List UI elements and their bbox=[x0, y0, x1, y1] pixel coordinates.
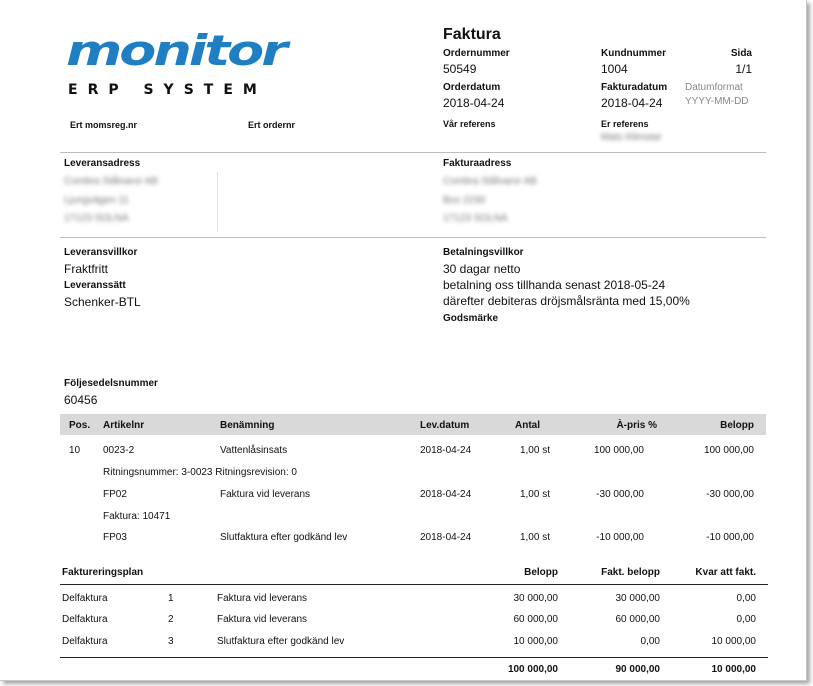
row-1-apris: 100 000,00 bbox=[593, 445, 644, 456]
address-vertical-divider bbox=[217, 172, 218, 232]
plan-row-2-kvar: 0,00 bbox=[736, 614, 756, 625]
col-header-apris: À-pris % bbox=[616, 420, 657, 431]
divider-2 bbox=[60, 237, 766, 238]
betalningsvillkor-line-3: därefter debiteras dröjsmålsränta med 15,00% bbox=[443, 294, 690, 308]
row-1-belopp: 100 000,00 bbox=[703, 445, 754, 456]
fakturadatum-label: Fakturadatum bbox=[601, 82, 668, 93]
col-header-artikelnr: Artikelnr bbox=[103, 420, 145, 431]
var-referens-label: Vår referens bbox=[443, 119, 496, 129]
col-header-levdatum: Lev.datum bbox=[420, 420, 470, 431]
row-2-benamning: Faktura vid leverans bbox=[220, 489, 311, 500]
plan-row-3-belopp: 10 000,00 bbox=[513, 636, 558, 647]
leveranssatt-label: Leveranssätt bbox=[64, 280, 126, 291]
row-2-note: Faktura: 10471 bbox=[103, 511, 171, 522]
sida-value: 1/1 bbox=[735, 62, 752, 76]
row-1-benamning: Vattenlåsinsats bbox=[220, 445, 288, 456]
plan-total-kvar: 10 000,00 bbox=[711, 664, 756, 675]
plan-row-2-belopp: 60 000,00 bbox=[513, 614, 558, 625]
fakturaadress-label: Fakturaadress bbox=[443, 158, 512, 169]
row-2-belopp: -30 000,00 bbox=[706, 489, 754, 500]
leveransvillkor-label: Leveransvillkor bbox=[64, 247, 138, 258]
plan-row-2-nr: 2 bbox=[168, 614, 174, 625]
plan-row-2-fakt: 60 000,00 bbox=[615, 614, 660, 625]
row-3-belopp: -10 000,00 bbox=[706, 532, 754, 543]
faktureringsplan-title: Faktureringsplan bbox=[62, 567, 144, 578]
ordernummer-label: Ordernummer bbox=[443, 48, 510, 59]
momsreg-label: Ert momsreg.nr bbox=[70, 120, 138, 130]
table-header-bar bbox=[60, 414, 766, 435]
ordernummer-value: 50549 bbox=[443, 62, 477, 76]
plan-divider-bottom bbox=[60, 657, 768, 658]
betalningsvillkor-line-1: 30 dagar netto bbox=[443, 262, 521, 276]
plan-divider-top bbox=[60, 584, 768, 585]
plan-row-2-text: Faktura vid leverans bbox=[217, 614, 308, 625]
leveranssatt-value: Schenker-BTL bbox=[64, 295, 141, 309]
plan-header-fakt: Fakt. belopp bbox=[601, 567, 660, 578]
logo-wordmark: monitor bbox=[66, 26, 285, 76]
plan-row-1-kvar: 0,00 bbox=[736, 593, 756, 604]
betalningsvillkor-line-2: betalning oss tillhanda senast 2018-05-24 bbox=[443, 278, 666, 292]
row-2-antal: 1,00 st bbox=[519, 489, 550, 500]
row-1-artikelnr: 0023-2 bbox=[103, 445, 135, 456]
orderdatum-label: Orderdatum bbox=[443, 82, 501, 93]
er-referens-value: Mats Klimstar bbox=[601, 132, 662, 143]
plan-total-fakt: 90 000,00 bbox=[615, 664, 660, 675]
leveransadress-line-2: Ljungvägen 11 bbox=[64, 195, 129, 206]
kundnummer-value: 1004 bbox=[601, 62, 628, 76]
foljesedelsnummer-value: 60456 bbox=[64, 393, 98, 407]
logo-subtitle: ERP SYSTEM bbox=[68, 82, 267, 98]
row-3-antal: 1,00 st bbox=[519, 532, 550, 543]
kundnummer-label: Kundnummer bbox=[601, 48, 666, 59]
plan-row-1-belopp: 30 000,00 bbox=[513, 593, 558, 604]
fakturadatum-value: 2018-04-24 bbox=[601, 96, 663, 110]
fakturaadress-line-2: Box 2230 bbox=[443, 195, 486, 206]
row-2-apris: -30 000,00 bbox=[596, 489, 644, 500]
er-referens-label: Er referens bbox=[601, 119, 649, 129]
plan-header-kvar: Kvar att fakt. bbox=[695, 567, 756, 578]
leveransvillkor-value: Fraktfritt bbox=[64, 262, 108, 276]
betalningsvillkor-label: Betalningsvillkor bbox=[443, 247, 524, 258]
col-header-belopp: Belopp bbox=[720, 420, 754, 431]
invoice-title: Faktura bbox=[443, 26, 501, 43]
row-1-antal: 1,00 st bbox=[519, 445, 550, 456]
plan-row-1-text: Faktura vid leverans bbox=[217, 593, 308, 604]
col-header-benamning: Benämning bbox=[220, 420, 275, 431]
plan-row-1-fakt: 30 000,00 bbox=[615, 593, 660, 604]
fakturaadress-line-3: 17123 SOLNA bbox=[443, 213, 508, 224]
orderdatum-value: 2018-04-24 bbox=[443, 96, 505, 110]
leveransadress-label: Leveransadress bbox=[64, 158, 141, 169]
plan-row-3-text: Slutfaktura efter godkänd lev bbox=[217, 636, 345, 647]
plan-row-1-typ: Delfaktura bbox=[62, 593, 108, 604]
row-1-pos: 10 bbox=[69, 445, 81, 456]
col-header-antal: Antal bbox=[515, 420, 540, 431]
plan-row-2-typ: Delfaktura bbox=[62, 614, 108, 625]
plan-header-belopp: Belopp bbox=[524, 567, 558, 578]
godsmarke-label: Godsmärke bbox=[443, 313, 499, 324]
leveransadress-line-3: 17123 SOLNA bbox=[64, 213, 129, 224]
datumformat-value: YYYY-MM-DD bbox=[685, 96, 749, 107]
row-3-apris: -10 000,00 bbox=[596, 532, 644, 543]
row-1-note: Ritningsnummer: 3-0023 Ritningsrevision: 0 bbox=[103, 467, 297, 478]
foljesedelsnummer-label: Följesedelsnummer bbox=[64, 378, 158, 389]
row-2-levdatum: 2018-04-24 bbox=[420, 489, 472, 500]
divider-1 bbox=[60, 152, 766, 153]
plan-row-3-typ: Delfaktura bbox=[62, 636, 108, 647]
plan-row-3-kvar: 10 000,00 bbox=[711, 636, 756, 647]
row-1-levdatum: 2018-04-24 bbox=[420, 445, 472, 456]
row-3-benamning: Slutfaktura efter godkänd lev bbox=[220, 532, 348, 543]
col-header-pos: Pos. bbox=[69, 420, 91, 431]
ertordernr-label: Ert ordernr bbox=[248, 120, 296, 130]
plan-row-3-nr: 3 bbox=[168, 636, 174, 647]
row-3-levdatum: 2018-04-24 bbox=[420, 532, 472, 543]
datumformat-label: Datumformat bbox=[685, 82, 743, 93]
plan-row-3-fakt: 0,00 bbox=[640, 636, 660, 647]
row-2-artikelnr: FP02 bbox=[103, 489, 127, 500]
row-3-artikelnr: FP03 bbox=[103, 532, 127, 543]
plan-row-1-nr: 1 bbox=[168, 593, 174, 604]
sida-label: Sida bbox=[730, 48, 752, 59]
leveransadress-line-1: Combra Stålvaror AB bbox=[64, 176, 158, 187]
plan-total-belopp: 100 000,00 bbox=[507, 664, 558, 675]
fakturaadress-line-1: Combra Stålvaror AB bbox=[443, 176, 537, 187]
